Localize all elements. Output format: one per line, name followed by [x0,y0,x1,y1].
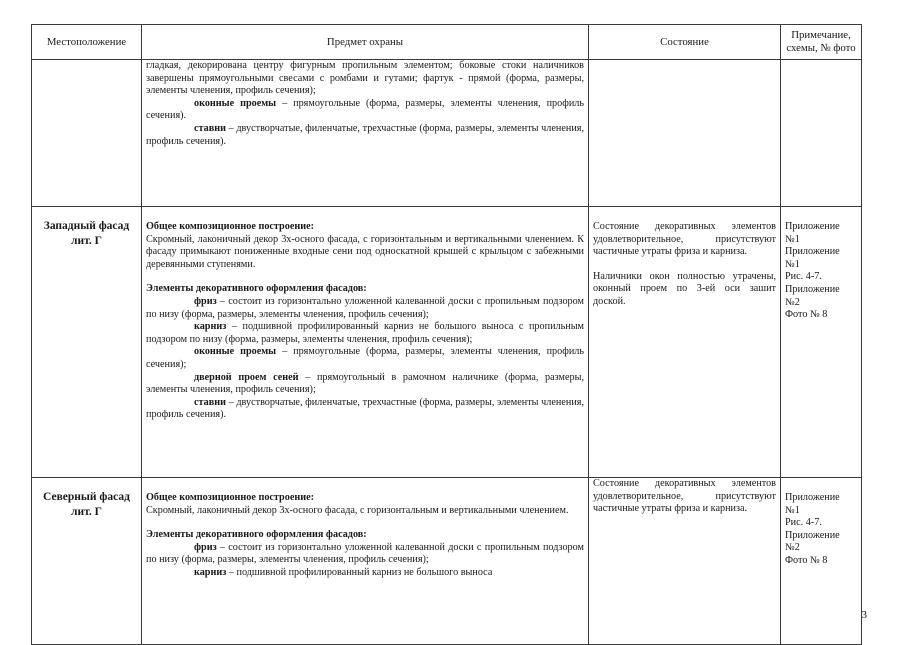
section-heading: Общее композиционное построение: [146,221,314,232]
state-cell [589,60,781,207]
table-row [32,478,862,645]
note-cell [781,207,862,478]
heritage-table [31,24,862,645]
header-note: Примечание, схемы, № фото [781,25,862,60]
note-text: Приложение №2 [785,529,840,554]
note-text: Фото № 8 [785,554,828,566]
description-item: фриз – состоит из горизонтально уложенной калеванной доски с пропильным подзором по низу (форма, размеры, элементы членения, профиль сечения); [146,295,584,320]
note-text: Приложение №2 [785,283,840,308]
table-header-row [32,25,862,60]
location-cell: Северный фасад лит. Г [32,478,142,645]
description-text: гладкая, декорирована центру фигурным пропильным элементом; боковые стоки наличников завершены прямоугольными свесами с ромбами и гутами; фартук - прямой (форма, размеры, элементы членения, профиль сечения); [146,60,584,97]
page-number: 3 [861,609,867,621]
state-text: Состояние декоративных элементов удовлетворительное, присутствуют частичные утраты фриза и карниза. [593,478,776,515]
subject-cell [142,207,589,478]
description-item: дверной проем сеней – прямоугольный в рамочном наличнике (форма, размеры, элементы членения, профиль сечения); [146,371,584,396]
location-cell [32,60,142,207]
section-heading: Общее композиционное построение: [146,492,314,503]
section-heading: Элементы декоративного оформления фасадов: [146,529,367,541]
header-location: Местоположение [32,25,142,60]
note-text: Рис. 4-7. [785,271,822,283]
note-text: Приложение №1 [785,492,840,516]
section-heading: Элементы декоративного оформления фасадов: [146,283,367,295]
note-text: Приложение №1 [785,246,840,270]
table-row [32,60,862,207]
description-item: фриз – состоит из горизонтально уложенной калеванной доски с пропильным подзором по низу (форма, размеры, элементы членения, профиль сечения); [146,541,584,566]
description-item: ставни – двустворчатые, филенчатые, трехчастные (форма, размеры, элементы членения, профиль сечения). [146,122,584,147]
note-cell [781,478,862,645]
subject-cell [142,478,589,645]
description-item: оконные проемы – прямоугольные (форма, размеры, элементы членения, профиль сечения); [146,346,584,370]
description-text: Скромный, лаконичный декор 3х-осного фасада, с горизонтальным и вертикальными членением. [146,504,569,516]
note-text: Приложение №1 [785,221,840,245]
header-subject: Предмет охраны [142,25,589,60]
description-item: карниз – подшивной профилированный карниз не большого выноса [194,566,493,578]
state-text: Наличники окон полностью утрачены, оконный проем по 3-ей оси зашит доской. [593,270,776,307]
note-text: Рис. 4-7. [785,517,822,529]
location-cell: Западный фасад лит. Г [32,207,142,478]
state-cell [589,207,781,478]
state-cell [589,478,781,645]
description-text: Скромный, лаконичный декор 3х-осного фасада, с горизонтальным и вертикальными членением. К фасаду примыкают пониженные входные сени под односкатной крышей с крыльцом с забежными деревянными ступенями. [146,233,584,270]
subject-cell [142,60,589,207]
description-item: ставни – двустворчатые, филенчатые, трехчастные (форма, размеры, элементы членения, профиль сечения). [146,396,584,421]
table-row [32,207,862,478]
header-state: Состояние [589,25,781,60]
description-item: карниз – подшивной профилированный карниз не большого выноса с пропильным подзором по низу (форма, размеры, элементы членения, профиль сечения); [146,321,584,345]
note-cell [781,60,862,207]
state-text: Состояние декоративных элементов удовлетворительное, присутствуют частичные утраты фриза и карниза. [593,221,776,258]
note-text: Фото № 8 [785,309,828,321]
description-item: оконные проемы – прямоугольные (форма, размеры, элементы членения, профиль сечения). [146,97,584,122]
